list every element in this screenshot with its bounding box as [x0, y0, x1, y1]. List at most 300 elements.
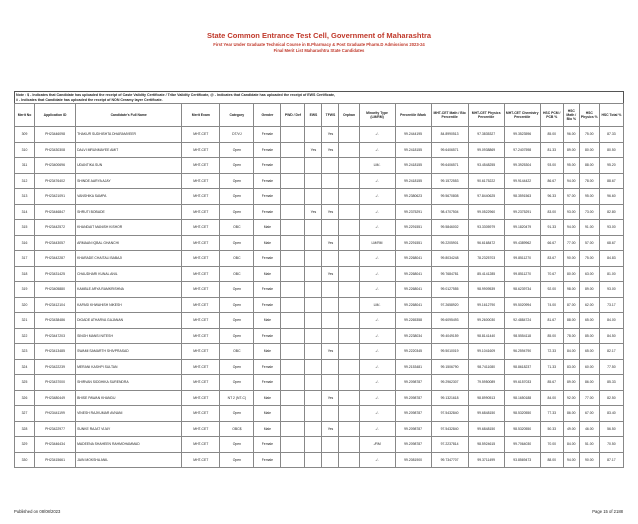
table-cell	[305, 189, 322, 205]
table-cell: -/-	[359, 189, 395, 205]
table-cell: 99.1321618	[431, 390, 468, 406]
table-cell: -/-	[359, 359, 395, 375]
table-cell: 99.8511270	[504, 251, 540, 267]
table-cell	[322, 406, 339, 422]
table-cell: 95.00	[579, 189, 599, 205]
table-cell: 77.33	[540, 406, 563, 422]
table-cell: BHISE PAWAN KHANDU	[76, 390, 182, 406]
table-cell: 85.33	[599, 375, 623, 391]
table-cell: Female	[254, 127, 281, 143]
table-cell: 68.67	[599, 235, 623, 251]
table-cell	[322, 220, 339, 236]
table-cell: PH23446847	[35, 204, 76, 220]
table-cell: PH23412104	[35, 297, 76, 313]
table-cell: MHT-CET	[182, 313, 220, 329]
table-cell: VANSHIKA SAMPA	[76, 189, 182, 205]
table-cell: LM/-	[359, 158, 395, 174]
table-row	[15, 251, 624, 267]
table-cell: 98.5320550	[504, 406, 540, 422]
table-cell	[339, 127, 359, 143]
table-cell: 85.00	[540, 328, 563, 344]
table-cell: 84.00	[563, 437, 579, 453]
table-cell: 87.17	[599, 452, 623, 468]
column-header: Minority Type (LM/RM)	[359, 104, 395, 127]
table-cell	[305, 437, 322, 453]
table-cell: 82.17	[599, 344, 623, 360]
table-cell	[322, 282, 339, 298]
table-cell: 78.00	[579, 173, 599, 189]
table-cell	[339, 375, 359, 391]
table-cell	[305, 297, 322, 313]
table-cell: Yes	[322, 266, 339, 282]
table-cell: Open	[220, 406, 254, 422]
table-cell: Male	[254, 313, 281, 329]
table-cell: 99.1506790	[431, 359, 468, 375]
table-cell: 88.67	[599, 173, 623, 189]
table-cell: 84.00	[540, 390, 563, 406]
table-cell: 75.00	[579, 251, 599, 267]
table-cell: 65.00	[579, 344, 599, 360]
table-cell: MHT-CET	[182, 189, 220, 205]
table-cell: OBC	[220, 266, 254, 282]
table-cell	[322, 375, 339, 391]
table-cell	[305, 406, 322, 422]
table-cell: 99.2268041	[395, 297, 431, 313]
table-cell: 96.6168472	[468, 235, 504, 251]
table-cell: 99.2268041	[395, 266, 431, 282]
table-cell: 97.2658920	[431, 297, 468, 313]
table-cell: Yes	[322, 204, 339, 220]
table-cell	[305, 282, 322, 298]
column-header: MHT-CET Physics Percentile	[468, 104, 504, 127]
table-cell: 93.00	[540, 158, 563, 174]
table-cell: MHT-CET	[182, 173, 220, 189]
table-cell: KHANDAIT MANISH KISHOR	[76, 220, 182, 236]
table-cell: 88.00	[579, 158, 599, 174]
page-header	[0, 31, 638, 53]
table-cell: 83.00	[563, 359, 579, 375]
table-cell: 326	[15, 390, 35, 406]
table-cell: 96.00	[563, 127, 579, 143]
table-row	[15, 421, 624, 437]
table-cell: PH23480449	[35, 390, 76, 406]
table-cell: 328	[15, 421, 35, 437]
table-cell: 99.2444195	[395, 127, 431, 143]
table-cell: 80.50	[599, 142, 623, 158]
table-cell: 70.50	[599, 437, 623, 453]
table-row	[15, 220, 624, 236]
table-cell: 322	[15, 328, 35, 344]
table-cell: Yes	[322, 235, 339, 251]
table-cell	[339, 437, 359, 453]
column-header: Orphan	[339, 104, 359, 127]
table-cell: -/-	[359, 344, 395, 360]
table-cell	[322, 452, 339, 468]
table-cell: 73.00	[579, 204, 599, 220]
table-cell: 99.1041609	[468, 344, 504, 360]
table-cell: -/-	[359, 406, 395, 422]
table-cell: SUNKE RAJAT VIJAY	[76, 421, 182, 437]
table-cell: 98.00	[563, 282, 579, 298]
table-cell	[339, 189, 359, 205]
table-cell: 99.6095493	[431, 313, 468, 329]
table-cell: 99.2375291	[504, 204, 540, 220]
table-cell	[339, 204, 359, 220]
table-cell	[322, 359, 339, 375]
table-cell: 87.00	[563, 297, 579, 313]
table-cell: MHT-CET	[182, 452, 220, 468]
table-cell: OBC	[220, 251, 254, 267]
column-header: Merit No	[15, 104, 35, 127]
table-cell: PH23446098	[35, 127, 76, 143]
table-cell: Male	[254, 406, 281, 422]
table-cell: 99.2265358	[395, 313, 431, 329]
table-cell: 99.2098787	[395, 375, 431, 391]
table-cell	[281, 127, 305, 143]
table-cell: MERANI KASHPI SULTAN	[76, 359, 182, 375]
table-cell: PH23422239	[35, 359, 76, 375]
table-cell	[305, 421, 322, 437]
table-cell: 90.00	[563, 251, 579, 267]
table-cell: 65.00	[579, 313, 599, 329]
table-cell: ARMAAN IQBAL GHANCHI	[76, 235, 182, 251]
table-cell: 99.7684781	[431, 266, 468, 282]
table-cell: 74.00	[540, 297, 563, 313]
table-cell: 97.00	[563, 189, 579, 205]
table-cell	[339, 173, 359, 189]
table-cell	[305, 452, 322, 468]
table-cell: VINESH RAJKUMAR AVNANI	[76, 406, 182, 422]
table-cell: Open	[220, 452, 254, 468]
table-cell: 99.1612790	[468, 297, 504, 313]
table-cell: 319	[15, 282, 35, 298]
table-cell: -/RM	[359, 437, 395, 453]
table-cell: Yes	[322, 390, 339, 406]
table-cell: 310	[15, 142, 35, 158]
table-cell	[281, 282, 305, 298]
table-cell: Female	[254, 158, 281, 174]
table-cell: 79.5950089	[468, 375, 504, 391]
table-cell: 325	[15, 375, 35, 391]
table-cell: 92.4884724	[504, 313, 540, 329]
table-cell: 99.2291551	[395, 220, 431, 236]
table-cell	[339, 251, 359, 267]
table-cell: PH23421091	[35, 189, 76, 205]
table-cell: 99.6406571	[431, 158, 468, 174]
table-cell: SHRUTI BOBADE	[76, 204, 182, 220]
table-cell: MHT-CET	[182, 297, 220, 313]
table-cell: 99.0938869	[468, 142, 504, 158]
table-cell: 60.00	[579, 359, 599, 375]
table-row	[15, 328, 624, 344]
table-row	[15, 390, 624, 406]
table-cell: KHARADE CHAITALI BABAJI	[76, 251, 182, 267]
table-cell: Open	[220, 375, 254, 391]
table-cell: 81.67	[540, 313, 563, 329]
table-cell: MHT-CET	[182, 421, 220, 437]
table-row	[15, 437, 624, 453]
table-cell: 98.8618237	[504, 359, 540, 375]
table-cell: 317	[15, 251, 35, 267]
page-subtitle: First Year Under Graduate Technical Course in B.Pharmacy & Post Graduate Pharm.D Admissions 2023-24	[213, 42, 425, 47]
table-cell: 99.2081900	[395, 452, 431, 468]
table-cell: Open	[220, 437, 254, 453]
table-row	[15, 375, 624, 391]
column-header: Candidate's Full Name	[76, 104, 182, 127]
table-cell: 66.67	[540, 235, 563, 251]
table-cell: 62.00	[579, 297, 599, 313]
table-cell: 99.8034248	[431, 251, 468, 267]
table-cell	[339, 158, 359, 174]
table-cell: PH23446434	[35, 437, 76, 453]
table-cell	[339, 266, 359, 282]
table-cell: 324	[15, 359, 35, 375]
table-cell: OBC	[220, 220, 254, 236]
table-cell: 84.00	[563, 344, 579, 360]
table-cell: Open	[220, 158, 254, 174]
table-cell	[281, 421, 305, 437]
table-row	[15, 359, 624, 375]
table-cell: 78.2325703	[468, 251, 504, 267]
table-cell: PH23422977	[35, 421, 76, 437]
column-header: MHT-CET Chemistry Percentile	[504, 104, 540, 127]
table-cell: 85.00	[579, 328, 599, 344]
table-cell: 99.8511270	[504, 266, 540, 282]
table-cell: MHT-CET	[182, 344, 220, 360]
table-cell: -/-	[359, 204, 395, 220]
table-cell: 56.50	[599, 421, 623, 437]
table-cell	[305, 220, 322, 236]
note-line-2: # - Indicates that Candidate has uploaded the receipt of NON Creamy layer Certificate.	[16, 97, 163, 102]
table-cell	[305, 235, 322, 251]
table-cell: MHT-CET	[182, 359, 220, 375]
table-cell	[281, 266, 305, 282]
table-row	[15, 173, 624, 189]
column-header: Category	[220, 104, 254, 127]
table-row	[15, 158, 624, 174]
table-cell: Female	[254, 251, 281, 267]
table-cell: PH23400696	[35, 158, 76, 174]
table-cell	[339, 359, 359, 375]
table-row	[15, 266, 624, 282]
table-cell: Yes	[322, 142, 339, 158]
table-cell: MHT-CET	[182, 437, 220, 453]
page-title: State Common Entrance Test Cell, Government of Maharashtra	[206, 31, 432, 40]
table-cell: LM/RM	[359, 235, 395, 251]
table-cell: 49.00	[563, 421, 579, 437]
table-cell: Yes	[322, 344, 339, 360]
table-cell	[305, 173, 322, 189]
table-cell: 99.6157033	[504, 375, 540, 391]
table-cell	[339, 297, 359, 313]
table-cell: 93.00	[599, 220, 623, 236]
table-cell: PH23443057	[35, 235, 76, 251]
table-cell: PH23413485	[35, 344, 76, 360]
table-cell: -/-	[359, 421, 395, 437]
table-cell: 93.3305979	[468, 220, 504, 236]
table-cell	[339, 406, 359, 422]
table-cell: 99.2268041	[395, 251, 431, 267]
table-cell: 99.2962307	[431, 375, 468, 391]
table-cell: MHT-CET	[182, 266, 220, 282]
table-cell: 81.33	[540, 142, 563, 158]
table-cell: 96.2594790	[504, 344, 540, 360]
table-cell: MHT-CET	[182, 127, 220, 143]
table-cell: 312	[15, 173, 35, 189]
table-cell: -/-	[359, 142, 395, 158]
table-cell: PH23405880	[35, 282, 76, 298]
table-cell: 99.7347707	[431, 452, 468, 468]
table-cell: 311	[15, 158, 35, 174]
table-cell: 85.00	[540, 127, 563, 143]
table-cell: 99.5010019	[431, 344, 468, 360]
table-cell: Male	[254, 344, 281, 360]
table-cell: 82.50	[599, 390, 623, 406]
table-cell: SHINDE AARYA AJAY	[76, 173, 182, 189]
table-cell: 314	[15, 204, 35, 220]
table-cell: 97.2407598	[504, 142, 540, 158]
table-cell	[339, 344, 359, 360]
table-cell: DIGADE ATHARVA GAJANAN	[76, 313, 182, 329]
table-cell: UDANTIKA SUN	[76, 158, 182, 174]
table-cell: PH23441199	[35, 406, 76, 422]
table-cell	[339, 235, 359, 251]
table-cell: -/-	[359, 313, 395, 329]
table-cell	[339, 390, 359, 406]
table-cell	[281, 344, 305, 360]
table-cell: 315	[15, 220, 35, 236]
table-cell: 99.2098787	[395, 390, 431, 406]
table-cell: 90.00	[579, 452, 599, 468]
table-row	[15, 235, 624, 251]
table-cell: Male	[254, 266, 281, 282]
table-cell: -/-	[359, 266, 395, 282]
table-cell: Open	[220, 173, 254, 189]
table-cell: 91.33	[540, 220, 563, 236]
table-cell: OBC	[220, 344, 254, 360]
table-cell: 99.3711499	[468, 452, 504, 468]
table-cell: 98.3591563	[504, 189, 540, 205]
table-cell: MADEENA SHAHEEN RAHMOHAMMAD	[76, 437, 182, 453]
table-cell: Male	[254, 220, 281, 236]
table-cell: NT 2 (NT-C)	[220, 390, 254, 406]
table-cell: MHT-CET	[182, 282, 220, 298]
table-cell: Female	[254, 189, 281, 205]
table-cell: 84.00	[599, 313, 623, 329]
table-cell	[305, 375, 322, 391]
table-cell: 99.2375291	[395, 204, 431, 220]
table-cell	[281, 359, 305, 375]
table-cell: 89.00	[563, 142, 579, 158]
table-cell: KAMBLE ARYA RAMKRISHNA	[76, 282, 182, 298]
column-header: MHT-CET Math / Bio Percentile	[431, 104, 468, 127]
table-cell: SINGH MANSI NITESH	[76, 328, 182, 344]
table-cell: Yes	[322, 127, 339, 143]
table-cell: 99.2418155	[395, 173, 431, 189]
table-cell: 57.00	[579, 235, 599, 251]
table-cell: 84.83	[599, 251, 623, 267]
table-cell: DALVI MRUNMAYEE AMIT	[76, 142, 182, 158]
table-cell: 99.2153481	[395, 359, 431, 375]
table-cell: Open	[220, 235, 254, 251]
table-cell: Male	[254, 235, 281, 251]
table-cell: MHT-CET	[182, 251, 220, 267]
table-cell: SWAMI SAMARTH SHIVPRASAD	[76, 344, 182, 360]
table-body	[15, 127, 624, 468]
table-cell	[339, 313, 359, 329]
table-cell: 80.00	[563, 266, 579, 282]
table-cell: 84.50	[599, 328, 623, 344]
table-cell	[305, 127, 322, 143]
table-cell: 83.67	[540, 251, 563, 267]
table-cell: MHT-CET	[182, 390, 220, 406]
table-cell	[339, 328, 359, 344]
table-cell: Female	[254, 142, 281, 158]
table-cell: Female	[254, 359, 281, 375]
note-line-1: Note : $ - Indicates that Candidate has uploaded the receipt of Caste Validity Certificate / Tribe Validity Certificate, @ - Indicates that Candidate has uploaded the receipt of EWS Certificate,	[16, 92, 336, 97]
table-cell: 85.4141285	[468, 266, 504, 282]
table-cell: 99.5020994	[504, 297, 540, 313]
table-cell: MHT-CET	[182, 204, 220, 220]
table-cell: 99.2291551	[395, 235, 431, 251]
table-cell: 323	[15, 344, 35, 360]
table-cell: 321	[15, 313, 35, 329]
table-cell: -/-	[359, 282, 395, 298]
table-cell	[305, 390, 322, 406]
table-cell: Open	[220, 359, 254, 375]
table-cell: 95.20	[599, 158, 623, 174]
table-row	[15, 452, 624, 468]
table-cell: 81.00	[599, 266, 623, 282]
column-header: HSC Math / Bio %	[563, 104, 579, 127]
table-cell	[281, 452, 305, 468]
table-cell: 98.1650188	[504, 390, 540, 406]
column-header: HSC Total %	[599, 104, 623, 127]
table-cell: Open	[220, 328, 254, 344]
table-cell: Open	[220, 313, 254, 329]
table-cell: Yes	[305, 204, 322, 220]
table-cell: MHT-CET	[182, 328, 220, 344]
table-cell: -/-	[359, 328, 395, 344]
table-cell: 84.8990513	[431, 127, 468, 143]
table-cell: 93.4548255	[468, 158, 504, 174]
table-cell: PH23415661	[35, 452, 76, 468]
table-cell: JAIN MOKSHA ANIL	[76, 452, 182, 468]
table-cell: 99.7064030	[504, 437, 540, 453]
table-cell: SHIRVAN SIDDHIKA SURENDRA	[76, 375, 182, 391]
table-cell	[322, 158, 339, 174]
table-cell: THAKUR SUDHISHTA DHARAMVEER	[76, 127, 182, 143]
table-cell: 77.50	[599, 359, 623, 375]
table-cell: 99.5846002	[431, 220, 468, 236]
table-cell: PH23438486	[35, 313, 76, 329]
table-cell	[339, 452, 359, 468]
table-cell: Female	[254, 204, 281, 220]
table-cell: 85.67	[540, 375, 563, 391]
table-cell: PH23442287	[35, 251, 76, 267]
table-cell: 83.40	[599, 406, 623, 422]
table-cell: Female	[254, 452, 281, 468]
table-cell: 67.00	[579, 406, 599, 422]
table-row	[15, 189, 624, 205]
table-cell: 98.8141440	[468, 328, 504, 344]
table-cell: 313	[15, 189, 35, 205]
table-cell: 99.6406571	[431, 142, 468, 158]
table-cell: PH23430308	[35, 142, 76, 158]
table-cell: Open	[220, 282, 254, 298]
table-cell: 77.00	[579, 390, 599, 406]
table-cell: Female	[254, 173, 281, 189]
